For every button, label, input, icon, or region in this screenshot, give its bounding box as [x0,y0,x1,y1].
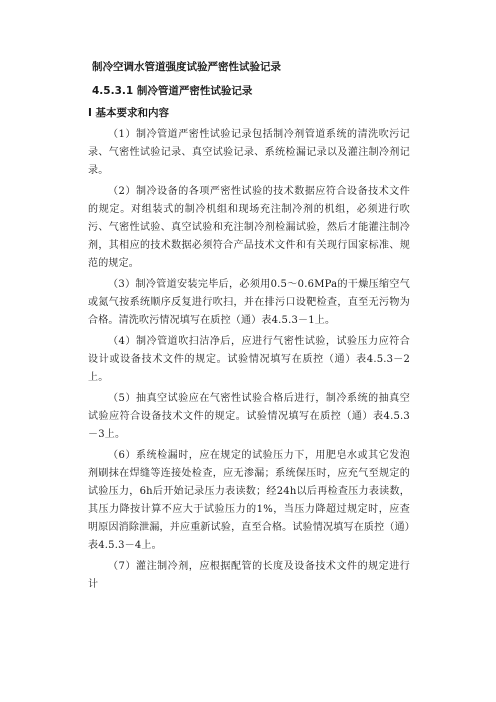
document-title: 制冷空调水管道强度试验严密性试验记录 [92,61,281,73]
section-heading: Ⅰ 基本要求和内容 [88,107,170,119]
paragraph-4: （4）制冷管道吹扫洁净后，应进行气密性试验，试验压力应符合设计或设备技术文件的规定。试验情况填写在质控（通）表4.5.3－2上。 [88,336,410,383]
paragraph-6: （6）系统检漏时，应在规定的试验压力下，用肥皂水或其它发泡剂刷抹在焊缝等连接处检查，应无渗漏；系统保压时，应充气至规定的试验压力，6h后开始记录压力表读数；经24h以后再检查压力表读数，其压力降按计算不应大于试验压力的1%，当压力降超过规定时，应查明原因消除泄漏，并应重新试验，直至合格。试验情况填写在质控（通）表4.5.3－4上。 [88,450,410,551]
section-subtitle: 4.5.3.1 制冷管道严密性试验记录 [92,85,253,97]
paragraph-7: （7）灌注制冷剂，应根据配管的长度及设备技术文件的规定进行计 [88,561,410,590]
paragraph-3: （3）制冷管道安装完毕后，必须用0.5～0.6MPa的干燥压缩空气或氮气按系统顺序反复进行吹扫，并在排污口设靶检查，直至无污物为合格。清洗吹污情况填写在质控（通）表4.5.3－1上。 [88,279,410,326]
document-page [88,60,410,597]
paragraph-2: （2）制冷设备的各项严密性试验的技术数据应符合设备技术文件的规定。对组装式的制冷机组和现场充注制冷剂的机组，必须进行吹污、气密性试验、真空试验和充注制冷剂检漏试验，然后才能灌注制冷剂，其相应的技术数据必须符合产品技术文件和有关现行国家标准、规范的规定。 [88,186,410,269]
paragraph-1: （1）制冷管道严密性试验记录包括制冷剂管道系统的清洗吹污记录、气密性试验记录、真空试验记录、系统检漏记录以及灌注制冷剂记录。 [88,129,410,176]
paragraph-5: （5）抽真空试验应在气密性试验合格后进行，制冷系统的抽真空试验应符合设备技术文件的规定。试验情况填写在质控（通）表4.5.3－3上。 [88,393,410,440]
